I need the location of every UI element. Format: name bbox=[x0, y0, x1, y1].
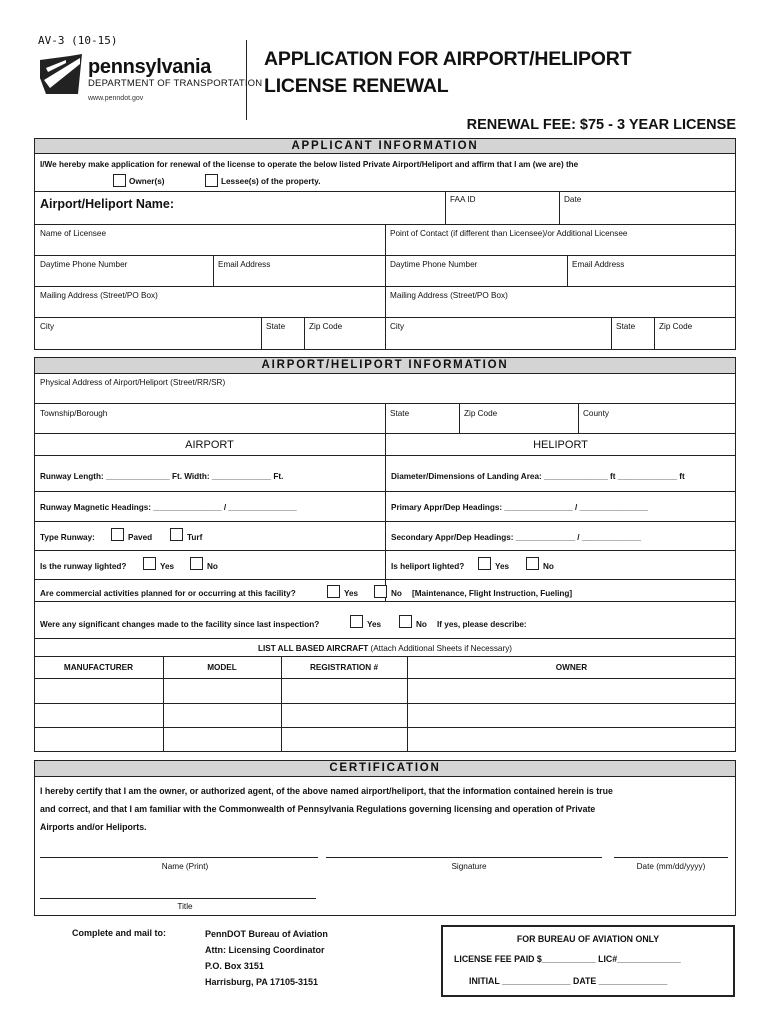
facility-zip-label: Zip Code bbox=[464, 409, 498, 418]
runway-lighted-yes-label: Yes bbox=[160, 562, 175, 571]
date-format-label: Date (mm/dd/yyyy) bbox=[636, 862, 706, 871]
owner-label: Owner(s) bbox=[129, 177, 165, 186]
col-manufacturer: MANUFACTURER bbox=[63, 663, 134, 672]
changes-yes-label: Yes bbox=[367, 620, 382, 629]
changes-no-label: No bbox=[416, 620, 427, 629]
title-line-2: LICENSE RENEWAL bbox=[264, 75, 449, 97]
divider bbox=[281, 656, 282, 752]
mail-line-3: P.O. Box 3151 bbox=[205, 961, 264, 971]
changes-yes-checkbox[interactable] bbox=[350, 615, 363, 628]
certification-line-1: I hereby certify that I am the owner, or authorized agent, of the above named airport/heliport, that the information contained herein is true bbox=[40, 786, 613, 796]
mail-line-2: Attn: Licensing Coordinator bbox=[205, 945, 325, 955]
aircraft-list-title bbox=[34, 644, 736, 653]
divider bbox=[34, 656, 736, 657]
name-print-line[interactable] bbox=[40, 857, 318, 858]
state2-label: State bbox=[616, 322, 636, 331]
divider bbox=[567, 255, 568, 286]
county-label: County bbox=[583, 409, 609, 418]
certification-text bbox=[40, 782, 613, 836]
office-use-heading: FOR BUREAU OF AVIATION ONLY bbox=[516, 934, 660, 944]
mail-address bbox=[205, 926, 328, 990]
divider bbox=[34, 550, 736, 551]
city-label: City bbox=[40, 322, 55, 331]
licensee-name-label: Name of Licensee bbox=[40, 229, 106, 238]
commercial-yes-checkbox[interactable] bbox=[327, 585, 340, 598]
date-label: Date bbox=[564, 195, 582, 204]
airport-name-label: Airport/Heliport Name: bbox=[40, 197, 175, 211]
aircraft-list-note: (Attach Additional Sheets if Necessary) bbox=[370, 644, 513, 653]
divider bbox=[385, 433, 386, 601]
phone-label: Daytime Phone Number bbox=[40, 260, 128, 269]
heliport-lighted-no-label: No bbox=[543, 562, 554, 571]
mail-to-label: Complete and mail to: bbox=[72, 928, 167, 938]
col-model: MODEL bbox=[207, 663, 237, 672]
heliport-heading: HELIPORT bbox=[533, 439, 588, 451]
page-title bbox=[264, 46, 631, 100]
divider bbox=[34, 579, 736, 580]
divider bbox=[163, 656, 164, 752]
date-line[interactable] bbox=[614, 857, 728, 858]
title-label: Title bbox=[177, 902, 193, 911]
email-label: Email Address bbox=[218, 260, 271, 269]
changes-question: Were any significant changes made to the facility since last inspection? bbox=[40, 620, 320, 629]
state-label: State bbox=[266, 322, 286, 331]
divider bbox=[213, 255, 214, 286]
runway-lighted-no-checkbox[interactable] bbox=[190, 557, 203, 570]
commercial-no-label: No bbox=[391, 589, 402, 598]
type-runway-label: Type Runway: bbox=[40, 533, 95, 542]
commercial-yes-label: Yes bbox=[344, 589, 359, 598]
divider bbox=[385, 224, 386, 350]
logo-url: www.penndot.gov bbox=[88, 95, 144, 102]
runway-lighted-label: Is the runway lighted? bbox=[40, 562, 127, 571]
mailing-label: Mailing Address (Street/PO Box) bbox=[40, 291, 158, 300]
divider bbox=[34, 455, 736, 456]
divider bbox=[34, 317, 736, 318]
paved-checkbox[interactable] bbox=[111, 528, 124, 541]
township-label: Township/Borough bbox=[40, 409, 108, 418]
certification-line-2: and correct, and that I am familiar with the Commonwealth of Pennsylvania Regulations governing licensing and operation of Private bbox=[40, 804, 596, 814]
mail-line-4: Harrisburg, PA 17105-3151 bbox=[205, 977, 319, 987]
divider bbox=[559, 191, 560, 224]
heliport-lighted-no-checkbox[interactable] bbox=[526, 557, 539, 570]
divider bbox=[34, 491, 736, 492]
applicant-heading: APPLICANT INFORMATION bbox=[35, 139, 735, 154]
lessee-label: Lessee(s) of the property. bbox=[221, 177, 321, 186]
zip-label: Zip Code bbox=[309, 322, 343, 331]
runway-length-field[interactable]: Runway Length: ______________ Ft. Width: _____________ Ft. bbox=[40, 472, 284, 481]
email2-label: Email Address bbox=[572, 260, 625, 269]
col-registration: REGISTRATION # bbox=[309, 663, 379, 672]
title-line[interactable] bbox=[40, 898, 316, 899]
physical-address-label: Physical Address of Airport/Heliport (Street/RR/SR) bbox=[40, 378, 226, 387]
secondary-appr-field[interactable]: Secondary Appr/Dep Headings: _____________ / _____________ bbox=[391, 533, 642, 542]
divider bbox=[654, 317, 655, 350]
turf-checkbox[interactable] bbox=[170, 528, 183, 541]
heliport-lighted-yes-checkbox[interactable] bbox=[478, 557, 491, 570]
airport-heading: AIRPORT bbox=[185, 439, 234, 451]
owner-checkbox[interactable] bbox=[113, 174, 126, 187]
zip2-label: Zip Code bbox=[659, 322, 693, 331]
phone2-label: Daytime Phone Number bbox=[390, 260, 478, 269]
renewal-fee: RENEWAL FEE: $75 - 3 YEAR LICENSE bbox=[466, 117, 736, 133]
city2-label: City bbox=[390, 322, 405, 331]
aircraft-list-title-text: LIST ALL BASED AIRCRAFT bbox=[257, 644, 369, 653]
col-owner: OWNER bbox=[555, 663, 588, 672]
runway-headings-field[interactable]: Runway Magnetic Headings: _______________ / _______________ bbox=[40, 503, 297, 512]
divider bbox=[445, 191, 446, 224]
divider bbox=[34, 678, 736, 679]
title-line-1: APPLICATION FOR AIRPORT/HELIPORT bbox=[264, 48, 632, 70]
paved-label: Paved bbox=[128, 533, 153, 542]
divider bbox=[34, 255, 736, 256]
divider bbox=[407, 656, 408, 752]
runway-lighted-no-label: No bbox=[207, 562, 218, 571]
divider bbox=[304, 317, 305, 350]
commercial-note: [Maintenance, Flight Instruction, Fueling] bbox=[412, 589, 573, 598]
divider bbox=[385, 403, 386, 433]
logo-department: DEPARTMENT OF TRANSPORTATION bbox=[88, 78, 263, 89]
form-number: AV-3 (10-15) bbox=[38, 34, 118, 47]
divider bbox=[34, 521, 736, 522]
initial-date-field[interactable]: INITIAL ______________ DATE ______________ bbox=[469, 976, 668, 986]
license-fee-field[interactable]: LICENSE FEE PAID $___________ LIC#_____________ bbox=[454, 954, 681, 964]
divider bbox=[459, 403, 460, 433]
logo-name: pennsylvania bbox=[88, 56, 212, 78]
commercial-no-checkbox[interactable] bbox=[374, 585, 387, 598]
divider bbox=[34, 286, 736, 287]
certification-heading: CERTIFICATION bbox=[35, 761, 735, 777]
turf-label: Turf bbox=[187, 533, 203, 542]
mail-line-1: PennDOT Bureau of Aviation bbox=[205, 929, 328, 939]
commercial-question: Are commercial activities planned for or occurring at this facility? bbox=[40, 589, 296, 598]
name-print-label: Name (Print) bbox=[161, 862, 209, 871]
divider bbox=[261, 317, 262, 350]
divider bbox=[611, 317, 612, 350]
divider bbox=[34, 191, 736, 192]
heliport-lighted-label: Is heliport lighted? bbox=[391, 562, 465, 571]
table-row bbox=[34, 703, 736, 704]
keystone-logo-icon bbox=[40, 54, 82, 94]
divider bbox=[578, 403, 579, 433]
lessee-checkbox[interactable] bbox=[205, 174, 218, 187]
heliport-lighted-yes-label: Yes bbox=[495, 562, 510, 571]
table-row bbox=[34, 727, 736, 728]
changes-note: If yes, please describe: bbox=[437, 620, 527, 629]
header-divider bbox=[246, 40, 247, 120]
point-of-contact-label: Point of Contact (if different than Licensee)/or Additional Licensee bbox=[390, 229, 628, 238]
divider bbox=[34, 601, 736, 602]
facility-state-label: State bbox=[390, 409, 410, 418]
signature-line[interactable] bbox=[326, 857, 602, 858]
divider bbox=[34, 638, 736, 639]
mailing2-label: Mailing Address (Street/PO Box) bbox=[390, 291, 508, 300]
diameter-field[interactable]: Diameter/Dimensions of Landing Area: ______________ ft _____________ ft bbox=[391, 472, 685, 481]
changes-no-checkbox[interactable] bbox=[399, 615, 412, 628]
signature-label: Signature bbox=[451, 862, 487, 871]
runway-lighted-yes-checkbox[interactable] bbox=[143, 557, 156, 570]
faa-id-label: FAA ID bbox=[450, 195, 476, 204]
primary-appr-field[interactable]: Primary Appr/Dep Headings: _______________ / _______________ bbox=[391, 503, 648, 512]
applicant-statement: I/We hereby make application for renewal of the license to operate the below listed Private Airport/Heliport and affirm that I am (we are) the bbox=[40, 160, 579, 169]
facility-heading: AIRPORT/HELIPORT INFORMATION bbox=[35, 358, 735, 374]
certification-line-3: Airports and/or Heliports. bbox=[40, 822, 147, 832]
